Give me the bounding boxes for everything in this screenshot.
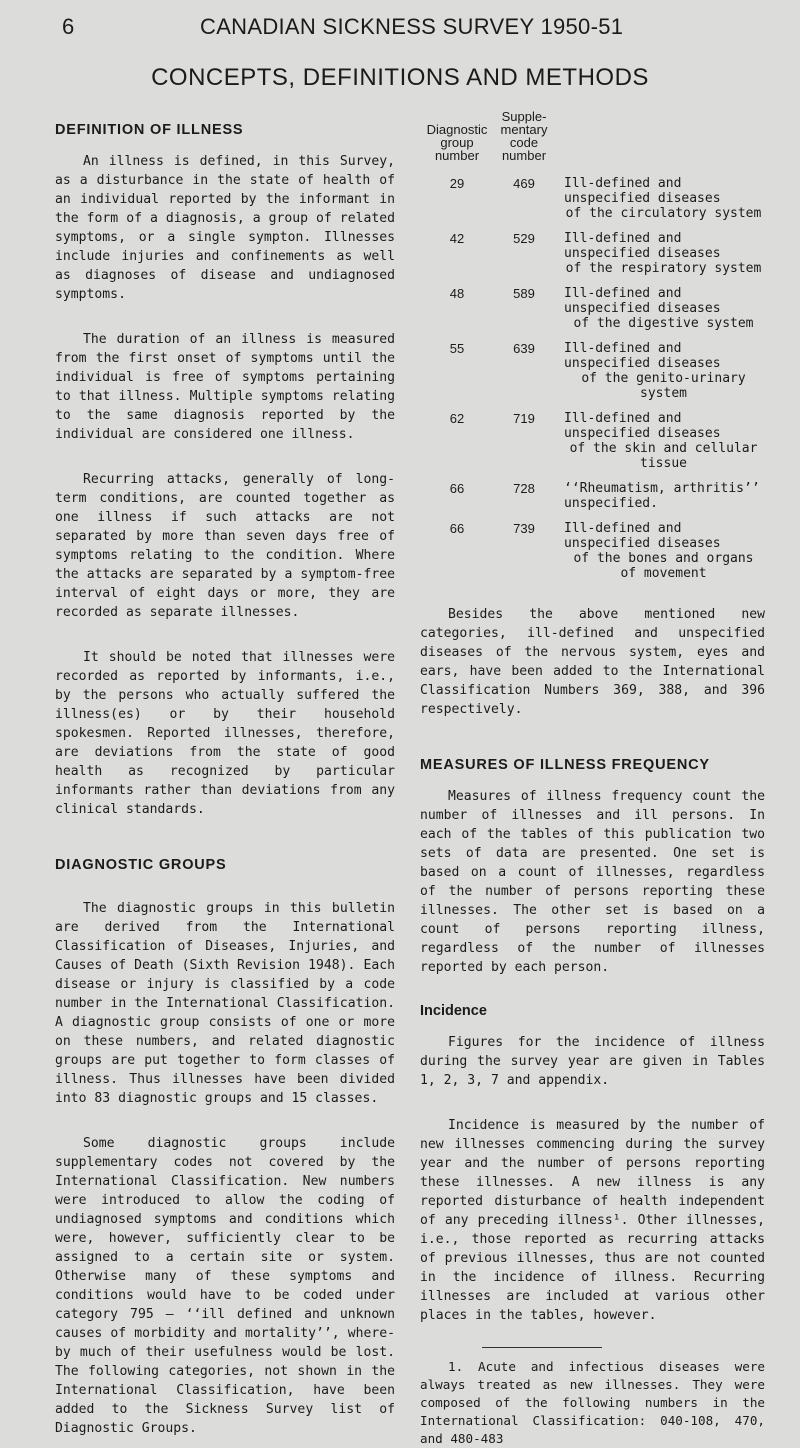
description-cell: Ill-defined and unspecified diseases of the respiratory system xyxy=(564,231,762,276)
footnote-rule xyxy=(482,1347,602,1348)
table-row xyxy=(420,521,765,591)
paragraph-illness-definition: An illness is defined, in this Survey, as a disturbance in the state of health of an individual reported by the informant in the form of a diagnosis, a group of related symptoms, or a single sympton. Illnesses include injuries and confinements as well as diagnoses of disease and undiagnosed symptoms. xyxy=(55,154,395,302)
paragraph-incidence-measure: Incidence is measured by the number of new illnesses commencing during the survey year and the number of persons reporting these illnesses. A new illness is any reported disturbance of health independent of any preceding illness¹. Other illnesses, i.e., those reported as recurring attacks of previous illnesses, thus are not counted in the incidence of illness. Recurring illnesses are included at various other places in the tables, however. xyxy=(420,1118,765,1323)
description-cell: ‘‘Rheumatism, arthritis’’ unspecified. xyxy=(564,481,760,511)
description-cell: Ill-defined and unspecified diseases of the bones and organs of movement xyxy=(564,521,754,581)
group-number-cell: 66 xyxy=(449,481,465,496)
paragraph-diagnostic-groups: The diagnostic groups in this bulletin are derived from the International Classification of Diseases, Injuries, and Causes of Death (Sixth Revision 1948). Each disease or injury is classified by a code number in the International Classification. A diagnostic group consists of one or more on these numbers, and related diagnostic groups are put together to form classes of illness. Thus illnesses have been divided into 83 diagnostic groups and 15 classes. xyxy=(55,901,395,1106)
column-header-description xyxy=(554,110,765,176)
description-cell: Ill-defined and unspecified diseases of the circulatory system xyxy=(564,176,762,221)
incidence-heading: Incidence xyxy=(420,1003,487,1019)
footnote xyxy=(420,1358,765,1448)
description-cell: Ill-defined and unspecified diseases of the genito-urinary system xyxy=(564,341,746,401)
measures-heading: MEASURES OF ILLNESS FREQUENCY xyxy=(420,757,710,773)
supplementary-codes-table xyxy=(420,110,765,591)
table-header-row xyxy=(420,110,765,176)
code-number-cell: 589 xyxy=(513,286,535,301)
paragraph-measures: Measures of illness frequency count the number of illnesses and ill persons. In each of the tables of this publication two sets of data are presented. One set is based on a count of illnesses, regardless of the number of persons reporting these illnesses. The other set is based on a count of persons reporting illness, regardless of the number of illnesses reported by each person. xyxy=(420,789,765,975)
page-number: 6 xyxy=(62,14,75,39)
paragraph-besides: Besides the above mentioned new categories, ill-defined and unspecified diseases of the nervous system, eyes and ears, have been added to the International Classification Numbers 369, 388, and 396 respectively. xyxy=(420,607,765,717)
group-number-cell: 62 xyxy=(449,411,465,426)
page-title: CONCEPTS, DEFINITIONS AND METHODS xyxy=(151,64,649,91)
column-header-supplementary-code: Supplementary code number xyxy=(500,109,548,163)
description-cell: Ill-defined and unspecified diseases of the skin and cellular tissue xyxy=(564,411,758,471)
table-row xyxy=(420,341,765,411)
table-row xyxy=(420,286,765,341)
footnote-text: 1. Acute and infectious diseases were always treated as new illnesses. They were composed of the following numbers in the International Classification: 040-108, 470, and 480-483 xyxy=(420,1359,765,1446)
diagnostic-groups-heading: DIAGNOSTIC GROUPS xyxy=(55,857,227,873)
definition-of-illness-heading: DEFINITION OF ILLNESS xyxy=(55,122,244,138)
paragraph-incidence-tables: Figures for the incidence of illness during the survey year are given in Tables 1, 2, 3, 7 and appendix. xyxy=(420,1035,765,1088)
column-header-group-number: Diagnostic group number xyxy=(426,122,488,163)
code-number-cell: 719 xyxy=(513,411,535,426)
code-number-cell: 469 xyxy=(513,176,535,191)
group-number-cell: 42 xyxy=(449,231,465,246)
code-number-cell: 728 xyxy=(513,481,535,496)
paragraph-recurring-attacks: Recurring attacks, generally of long-term conditions, are counted together as one illness if such attacks are not separated by more than seven days free of symptoms relating to the condition. Where the attacks are separated by a symptom-free interval of eight days or more, they are recorded as separate illnesses. xyxy=(55,472,395,620)
paragraph-informant-reporting: It should be noted that illnesses were recorded as reported by informants, i.e., by the persons who actually suffered the illness(es) or by their household spokesmen. Reported illnesses, therefore, are deviations from the state of good health as recognized by particular informants rather than deviations from any clinical standards. xyxy=(55,650,395,817)
table-row xyxy=(420,481,765,521)
left-column xyxy=(55,122,395,1438)
code-number-cell: 739 xyxy=(513,521,535,536)
group-number-cell: 48 xyxy=(449,286,465,301)
group-number-cell: 66 xyxy=(449,521,465,536)
description-cell: Ill-defined and unspecified diseases of the digestive system xyxy=(564,286,754,331)
right-column xyxy=(420,110,765,1448)
page-header xyxy=(0,0,800,50)
group-number-cell: 55 xyxy=(449,341,465,356)
table-row xyxy=(420,176,765,231)
running-head: CANADIAN SICKNESS SURVEY 1950-51 xyxy=(200,14,624,39)
paragraph-illness-duration: The duration of an illness is measured from the first onset of symptoms until the individual is free of symptoms pertaining to that illness. Multiple symptoms relating to the same diagnosis reported by the individual are considered one illness. xyxy=(55,332,395,442)
paragraph-supplementary-codes: Some diagnostic groups include supplementary codes not covered by the International Classification. New numbers were introduced to allow the coding of undiagnosed symptoms and conditions which were, however, sufficiently clear to be assigned to a certain site or system. Otherwise many of these symptoms and conditions would have to be coded under category 795 — ‘‘ill defined and unknown causes of morbidity and mortality’’, whereby much of their usefulness would be lost. The following categories, not shown in the International Classification, have been added to the Sickness Survey list of Diagnostic Groups. xyxy=(55,1136,395,1436)
code-number-cell: 529 xyxy=(513,231,535,246)
table-row xyxy=(420,231,765,286)
group-number-cell: 29 xyxy=(449,176,465,191)
code-number-cell: 639 xyxy=(513,341,535,356)
table-row xyxy=(420,411,765,481)
